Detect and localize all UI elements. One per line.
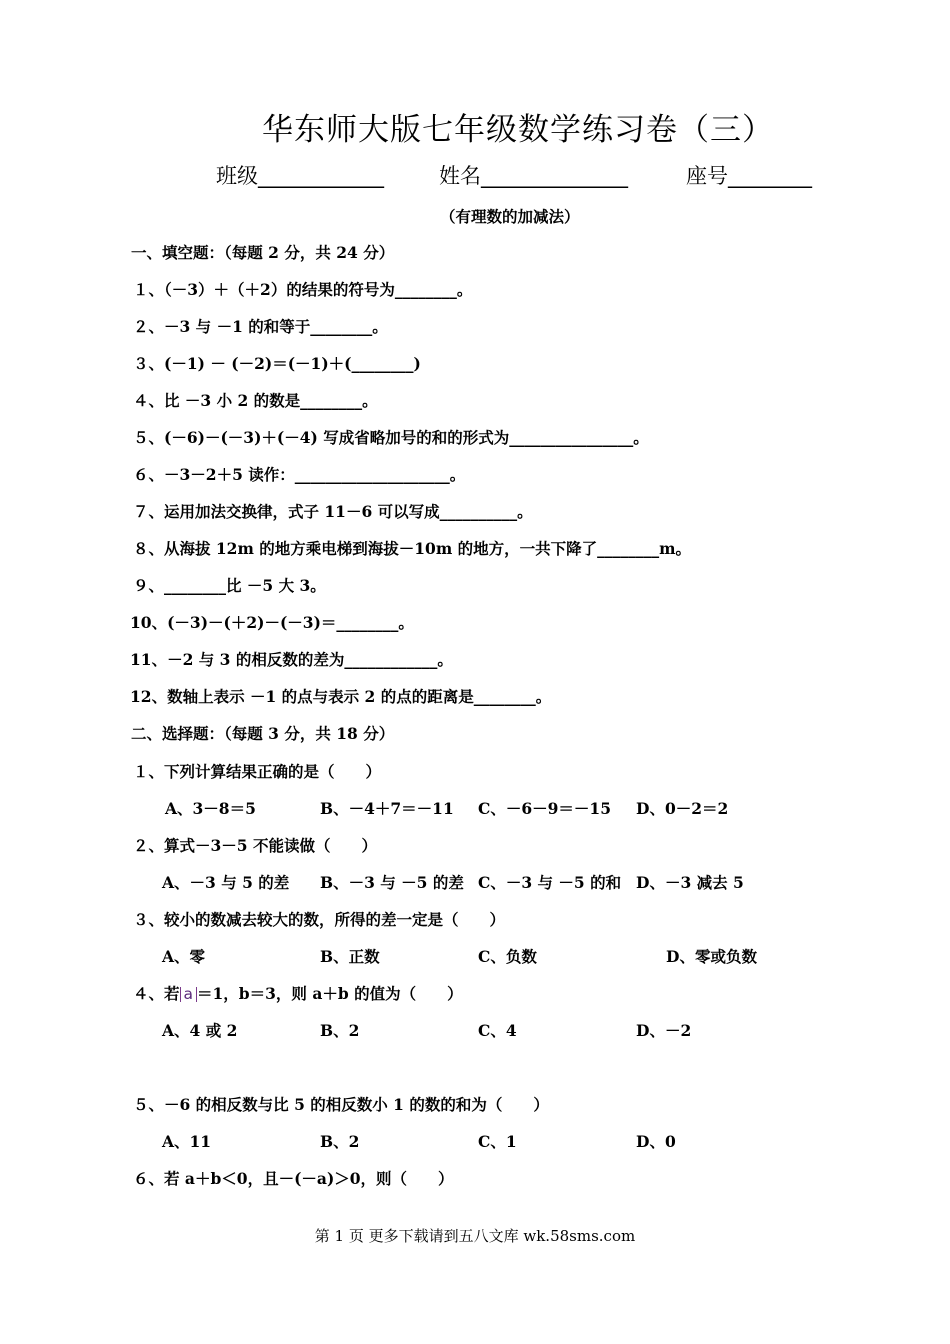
class-field: 班级____________ bbox=[216, 164, 384, 188]
q5-option-c: C、1 bbox=[478, 1132, 517, 1151]
q5-option-d: D、0 bbox=[636, 1132, 676, 1151]
choice-question-3: ３、较小的数减去较大的数，所得的差一定是（ ） bbox=[133, 910, 506, 929]
choice-question-5: ５、－6 的相反数与比 5 的相反数小 1 的数的和为（ ） bbox=[133, 1095, 549, 1114]
q2-option-b: B、－3 与 －5 的差 bbox=[320, 873, 464, 892]
q5-option-a: A、11 bbox=[162, 1132, 212, 1151]
q4-option-a: A、4 或 2 bbox=[162, 1021, 238, 1040]
fill-question-3: ３、(－1) － (－2)＝(－1)＋(________) bbox=[133, 354, 421, 373]
choice-question-1: １、下列计算结果正确的是（ ） bbox=[133, 762, 382, 781]
choice-question-2: ２、算式－3－5 不能读做（ ） bbox=[133, 836, 377, 855]
fill-question-7: ７、运用加法交换律，式子 11－6 可以写成__________。 bbox=[133, 502, 533, 521]
fill-question-1: １、（－3）＋（＋2）的结果的符号为________。 bbox=[133, 280, 473, 299]
q2-option-c: C、－3 与 －5 的和 bbox=[478, 873, 622, 892]
fill-question-4: ４、比 －3 小 2 的数是________。 bbox=[133, 391, 378, 410]
seat-field: 座号________ bbox=[686, 164, 812, 188]
section1-heading: 一、填空题：（每题 2 分，共 24 分） bbox=[131, 243, 395, 262]
fill-question-2: ２、－3 与 －1 的和等于________。 bbox=[133, 317, 388, 336]
fill-question-5: ５、(－6)－(－3)＋(－4) 写成省略加号的和的形式为________________。 bbox=[133, 428, 649, 447]
choice-question-6: ６、若 a＋b＜0，且－(－a)＞0，则（ ） bbox=[133, 1169, 454, 1188]
q1-option-b: B、－4＋7＝－11 bbox=[320, 799, 454, 818]
q4-option-d: D、－2 bbox=[636, 1021, 692, 1040]
page-title: 华东师大版七年级数学练习卷（三） bbox=[262, 112, 774, 148]
section2-heading: 二、选择题：（每题 3 分，共 18 分） bbox=[131, 724, 395, 743]
q1-option-d: D、0－2＝2 bbox=[636, 799, 729, 818]
q4-stem-suffix: ＝1，b＝3，则 a＋b 的值为（ ） bbox=[197, 984, 463, 1003]
q3-option-d: D、零或负数 bbox=[666, 947, 757, 966]
q2-option-a: A、－3 与 5 的差 bbox=[162, 873, 290, 892]
q4-option-b: B、2 bbox=[320, 1021, 360, 1040]
subtitle: （有理数的加减法） bbox=[440, 207, 580, 226]
q1-option-a: A、3－8＝5 bbox=[165, 799, 256, 818]
q3-option-a: A、零 bbox=[162, 947, 206, 966]
fill-question-10: 10、(－3)－(＋2)－(－3)＝________。 bbox=[130, 613, 414, 632]
q3-option-c: C、负数 bbox=[478, 947, 537, 966]
q4-stem-prefix: ４、若 bbox=[133, 984, 180, 1003]
name-field: 姓名______________ bbox=[439, 164, 628, 188]
q4-option-c: C、4 bbox=[478, 1021, 517, 1040]
q1-option-c: C、－6－9＝－15 bbox=[478, 799, 611, 818]
fill-question-11: 11、－2 与 3 的相反数的差为____________。 bbox=[130, 650, 453, 669]
fill-question-6: ６、－3－2＋5 读作：____________________。 bbox=[133, 465, 466, 484]
fill-question-8: ８、从海拔 12m 的地方乘电梯到海拔－10m 的地方，一共下降了________m。 bbox=[133, 539, 692, 558]
fill-question-9: ９、________比 －5 大 3。 bbox=[133, 576, 326, 595]
q5-option-b: B、2 bbox=[320, 1132, 360, 1151]
choice-question-4 bbox=[133, 982, 463, 1004]
fill-question-12: 12、数轴上表示 －1 的点与表示 2 的点的距离是________。 bbox=[130, 687, 552, 706]
q3-option-b: B、正数 bbox=[320, 947, 380, 966]
page-footer: 第 1 页 更多下载请到五八文库 wk.58sms.com bbox=[314, 1227, 636, 1245]
absolute-value-a: a bbox=[180, 987, 198, 1002]
q2-option-d: D、－3 减去 5 bbox=[636, 873, 744, 892]
